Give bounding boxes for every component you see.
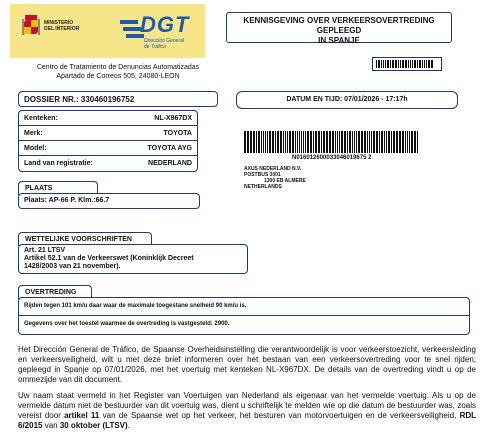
overtreding-line-1: Rijden tegen 101 km/u daar waar de maximale toegestane snelheid 90 km/u is.: [19, 298, 469, 316]
barcode-bar: [408, 60, 409, 68]
barcode-bar: [297, 131, 298, 153]
barcode-bar: [412, 60, 413, 68]
barcode-bar: [393, 131, 395, 153]
barcode-bar: [373, 131, 375, 153]
recipient-line-2: POSTBUS 3001: [244, 172, 281, 178]
barcode-bar: [321, 131, 322, 153]
vehicle-row: [19, 156, 197, 171]
barcode-bar: [424, 60, 425, 68]
ministry-label: MINISTERIO DEL INTERIOR: [44, 20, 80, 32]
barcode-bar: [250, 131, 252, 153]
dossier-number: DOSSIER NR.: 330460196752: [18, 91, 218, 107]
barcode-bar: [287, 131, 288, 153]
barcode-bar: [358, 131, 360, 153]
vehicle-row-label: Model:: [24, 144, 47, 152]
barcode-bar: [305, 131, 306, 153]
barcode-bar: [347, 131, 348, 153]
centro-address: [34, 63, 202, 81]
notice-title-line-2: IN SPANJE: [318, 36, 360, 45]
vehicle-row: [19, 111, 197, 126]
barcode-bar: [265, 131, 266, 153]
barcode-bar: [272, 131, 274, 153]
barcode-bar: [428, 60, 430, 68]
barcode-bar: [258, 131, 260, 153]
barcode-bar: [277, 131, 279, 153]
barcode-bar: [411, 131, 413, 153]
barcode-bar: [387, 60, 389, 68]
vehicle-row-value: NEDERLAND: [148, 160, 192, 167]
barcode-bar: [285, 131, 286, 153]
barcode-bar: [361, 131, 363, 153]
barcode-bar: [269, 131, 271, 153]
barcode-bar: [289, 131, 291, 153]
barcode-bar: [369, 131, 370, 153]
barcode-bar: [405, 131, 406, 153]
notice-title-line-1: KENNISGEVING OVER VERKEERSOVERTREDING GEPLEEGD: [243, 16, 435, 35]
barcode-bar: [422, 60, 423, 68]
barcode-bar: [376, 60, 377, 68]
barcode-bar: [326, 131, 328, 153]
centro-line-1: Centro de Tratamiento de Denuncias Automatizadas: [36, 64, 200, 71]
vehicle-row-value: TOYOTA AYG: [147, 144, 192, 152]
barcode-bar: [388, 131, 390, 153]
barcode-bar: [414, 60, 416, 68]
owner-paragraph: [18, 391, 476, 431]
owner-paragraph-text: van de Spaanse wet op het verkeer, het besturen van motorvoertuigen en de verkeersveiligheid,: [99, 411, 460, 420]
wetten-line-1: Art. 21 LTSV: [24, 247, 66, 254]
barcode-bar: [315, 131, 317, 153]
barcode-bar: [352, 131, 353, 153]
plaats-tab: PLAATS: [18, 181, 98, 195]
barcode-bar: [390, 60, 391, 68]
barcode-bar: [376, 131, 378, 153]
barcode-bar: [303, 131, 304, 153]
vehicle-row-value: NL-X967DX: [154, 114, 192, 122]
barcode-bar: [299, 131, 300, 153]
barcode-bar: [332, 131, 334, 153]
barcode-bar: [295, 131, 296, 153]
barcode-bar: [344, 131, 346, 153]
overtreding-tab: OVERTREDING: [18, 285, 92, 299]
barcode-bar: [292, 131, 294, 153]
main-barcode: [244, 131, 452, 153]
barcode-bar: [337, 131, 338, 153]
barcode-bar: [399, 131, 401, 153]
barcode-bar: [405, 60, 407, 68]
recipient-address: [244, 166, 306, 190]
owner-paragraph-rdl: RDL 6/2015: [18, 411, 477, 430]
plaats-value: Plaats: AP-66 P. Klm.:66.7: [18, 193, 200, 209]
barcode-bar: [301, 131, 302, 153]
barcode-bar: [310, 131, 312, 153]
vehicle-details-table: [18, 110, 198, 172]
barcode-bar: [381, 60, 382, 68]
barcode-bar: [417, 131, 418, 153]
barcode-bar: [400, 60, 401, 68]
barcode-bar: [384, 131, 385, 153]
barcode-bar: [364, 131, 366, 153]
barcode-bar: [391, 131, 392, 153]
overtreding-box: [18, 297, 470, 335]
wetten-line-3: 1428/2003 van 21 november).: [24, 263, 121, 270]
barcode-bar: [385, 60, 386, 68]
recipient-line-3: 1300 EB ALMERE: [264, 178, 306, 184]
barcode-bar: [383, 60, 384, 68]
wetten-line-2: Artikel 52.1 van de Verkeerswet (Koninklijk Decreet: [24, 255, 194, 262]
barcode-bar: [407, 131, 408, 153]
barcode-bar: [318, 131, 320, 153]
recipient-line-1: AXUS NEDERLAND N.V.: [244, 166, 302, 172]
small-barcode: [372, 57, 442, 71]
barcode-bar: [307, 131, 309, 153]
barcode-bar: [402, 131, 404, 153]
barcode-bar: [367, 131, 368, 153]
owner-paragraph-text: .: [127, 421, 130, 430]
barcode-bar: [339, 131, 340, 153]
owner-paragraph-article: artikel 11: [64, 411, 100, 420]
barcode-bar: [283, 131, 284, 153]
barcode-bar: [371, 131, 372, 153]
owner-paragraph-date: 30 oktober (LTSV): [59, 421, 128, 430]
barcode-bar: [419, 60, 421, 68]
barcode-bar: [381, 131, 383, 153]
owner-paragraph-text: Uw naam staat vermeld in het Register van Voertuigen van Nederland als eigenaar van het vermelde voertuig. Als u op de vermelde datum niet de bestuurder van dit voertuig was, dient u schriftelijk te melden wie op die datum de bestuurder was, zoals vereist door: [18, 391, 476, 420]
recipient-line-4: NETHERLANDS: [244, 184, 282, 190]
barcode-bar: [267, 131, 268, 153]
barcode-bar: [398, 60, 399, 68]
barcode-bar: [261, 131, 262, 153]
barcode-bar: [426, 60, 427, 68]
barcode-bar: [410, 60, 411, 68]
barcode-bar: [395, 60, 397, 68]
barcode-bar: [431, 60, 433, 68]
barcode-bar: [244, 131, 246, 153]
barcode-bar: [275, 131, 276, 153]
date-time-box: DATUM EN TIJD: 07/01/2026 - 17:17h: [236, 91, 458, 109]
barcode-bar: [247, 131, 249, 153]
barcode-bar: [335, 131, 336, 153]
barcode-number: N016012600033046019675 2: [292, 155, 372, 161]
vehicle-row-value: TOYOTA: [163, 129, 192, 137]
barcode-bar: [253, 131, 255, 153]
barcode-bar: [409, 131, 410, 153]
barcode-bar: [341, 131, 343, 153]
barcode-bar: [379, 131, 380, 153]
notice-title-box: [226, 12, 452, 43]
dgt-subtitle: Dirección General de Tráfico: [144, 38, 185, 50]
centro-line-2: Apartado de Correos 505, 24080-LEON: [56, 73, 180, 80]
vehicle-row: [19, 141, 197, 156]
barcode-bar: [256, 131, 257, 153]
barcode-bar: [392, 60, 394, 68]
barcode-bar: [414, 131, 416, 153]
barcode-bar: [354, 131, 355, 153]
barcode-bar: [402, 60, 404, 68]
owner-paragraph-text: van: [42, 421, 60, 430]
coat-of-arms-icon: [22, 13, 40, 39]
intro-paragraph: Het Dirección General de Tráfico, de Spaanse Overheidsinstelling die verantwoordelijk is voor verkeerstoezicht, verkeersleiding en verkeersveiligheid, wilt u met deze brief informeren over het bestaan van een verkeersovertreding voor te snel rijden, gepleegd in Spanje op 07/01/2026, met het voertuig met kenteken NL-X967DX. De details van de overtreding vindt u op de ommezijde van dit document.: [18, 345, 476, 384]
barcode-bar: [323, 131, 325, 153]
vehicle-row-label: Merk:: [24, 129, 43, 137]
barcode-bar: [313, 131, 314, 153]
barcode-bar: [329, 131, 331, 153]
vehicle-row-label: Land van registratie:: [24, 160, 93, 167]
dgt-logo-text: DGT: [140, 12, 190, 37]
barcode-bar: [396, 131, 398, 153]
vehicle-row: [19, 126, 197, 141]
barcode-bar: [386, 131, 387, 153]
barcode-bar: [356, 131, 357, 153]
barcode-bar: [378, 60, 380, 68]
overtreding-line-2: Gegevens over het toestel waarmee de overtreding is vastgesteld: 2900.: [24, 321, 230, 327]
vehicle-row-label: Kenteken:: [24, 114, 58, 122]
barcode-bar: [280, 131, 282, 153]
barcode-bar: [417, 60, 418, 68]
wetten-box: [18, 244, 248, 274]
barcode-bar: [349, 131, 351, 153]
wetten-tab: WETTELIJKE VOORSCHRIFTEN: [18, 232, 152, 246]
barcode-bar: [263, 131, 264, 153]
